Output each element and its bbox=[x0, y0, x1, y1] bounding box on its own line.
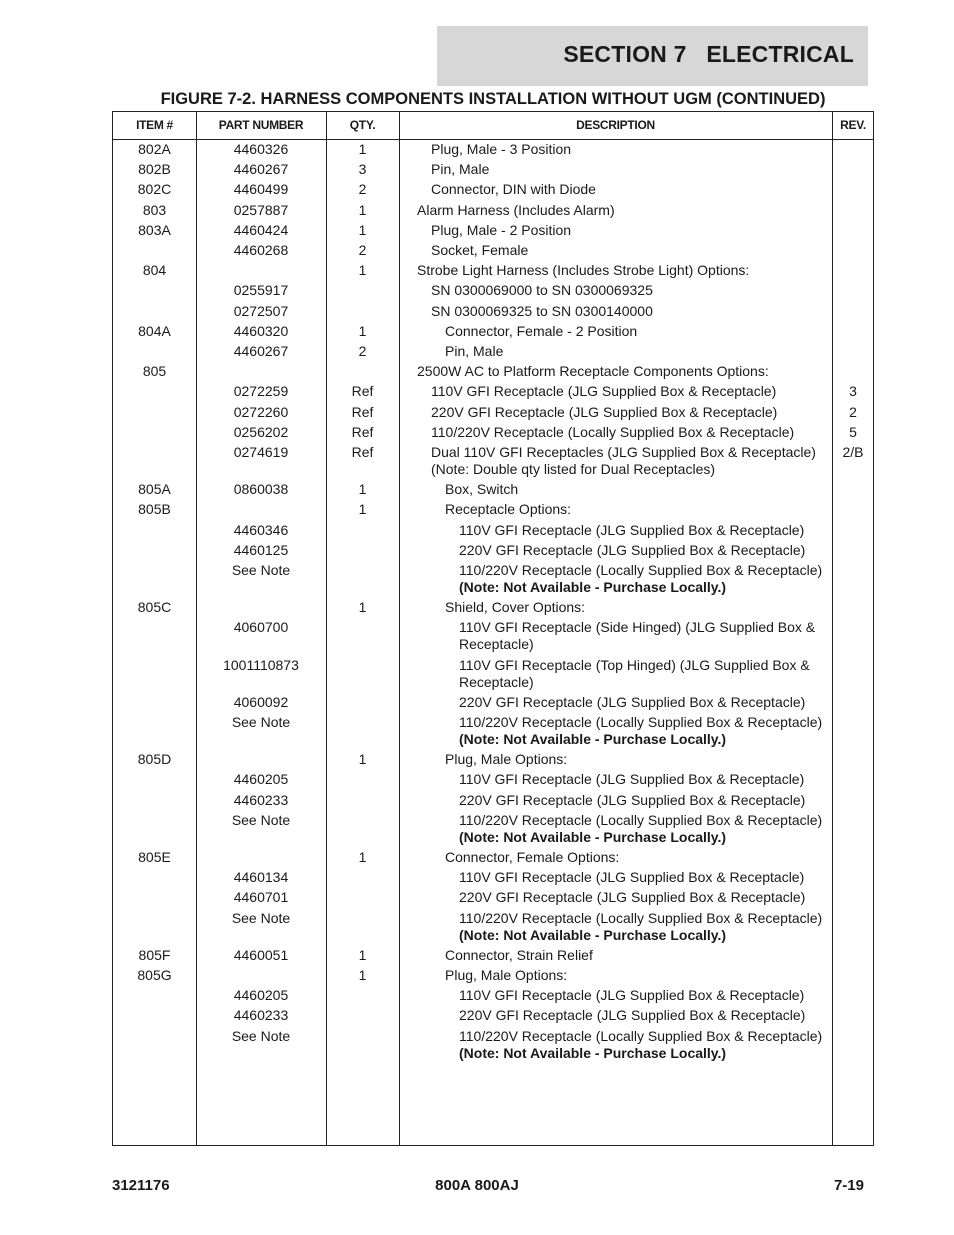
part-number-cell: 4460051 bbox=[233, 946, 289, 963]
rev-cell: 2 bbox=[849, 403, 857, 420]
description-cell bbox=[459, 657, 810, 691]
qty-cell: Ref bbox=[351, 423, 374, 440]
part-number-cell: 4460134 bbox=[233, 869, 289, 886]
description-text: Pin, Male bbox=[431, 161, 490, 178]
qty-cell: 1 bbox=[358, 221, 367, 238]
part-number-cell: 4460499 bbox=[233, 181, 289, 198]
column-header-description: DESCRIPTION bbox=[576, 118, 655, 132]
part-number-cell: 4460233 bbox=[233, 791, 289, 808]
description-text: 110V GFI Receptacle (Top Hinged) (JLG Supplied Box & bbox=[459, 656, 810, 673]
description-text: SN 0300069000 to SN 0300069325 bbox=[431, 282, 653, 299]
description-cell bbox=[431, 181, 596, 198]
description-text: Receptacle Options: bbox=[445, 501, 572, 518]
qty-cell: 2 bbox=[358, 242, 367, 258]
description-text: 110V GFI Receptacle (JLG Supplied Box & Receptacle) bbox=[459, 987, 805, 1004]
part-number-cell: See Note bbox=[231, 811, 291, 828]
section-title: SECTION 7 ELECTRICAL bbox=[563, 41, 854, 67]
description-text: Alarm Harness (Includes Alarm) bbox=[417, 201, 615, 218]
part-number-cell: See Note bbox=[231, 1027, 291, 1044]
part-number-cell: 4460326 bbox=[233, 141, 289, 157]
part-number-cell: 4460701 bbox=[233, 889, 289, 906]
item-number-cell: 802A bbox=[138, 141, 171, 157]
part-number-cell: See Note bbox=[231, 909, 291, 926]
description-text: 110/220V Receptacle (Locally Supplied Box & Receptacle) bbox=[459, 811, 823, 828]
description-text: Connector, Female Options: bbox=[445, 849, 620, 865]
description-text: 220V GFI Receptacle (JLG Supplied Box & Receptacle) bbox=[459, 791, 806, 808]
description-cell bbox=[445, 599, 585, 616]
description-cell bbox=[445, 343, 503, 360]
description-note: (Note: Not Available - Purchase Locally.) bbox=[459, 828, 727, 845]
item-number-cell: 805B bbox=[138, 501, 171, 518]
description-text: 110/220V Receptacle (Locally Supplied Box & Receptacle) bbox=[459, 909, 823, 926]
item-number-cell: 802B bbox=[138, 161, 171, 178]
qty-cell: 1 bbox=[358, 481, 367, 498]
part-number-cell: 4460205 bbox=[233, 987, 289, 1004]
part-number-cell: 1001110873 bbox=[223, 656, 299, 673]
figure-title: FIGURE 7-2. HARNESS COMPONENTS INSTALLATION WITHOUT UGM (CONTINUED) bbox=[160, 90, 826, 108]
description-note: (Note: Not Available - Purchase Locally.) bbox=[459, 1044, 727, 1061]
description-cell bbox=[445, 751, 567, 768]
part-number-cell: 4460267 bbox=[233, 343, 289, 359]
description-cell bbox=[431, 444, 816, 478]
description-text: Connector, Strain Relief bbox=[445, 946, 593, 963]
description-cell bbox=[431, 242, 528, 259]
footer-model: 800A 800AJ bbox=[435, 1177, 519, 1194]
description-cell bbox=[459, 562, 822, 596]
item-number-cell: 805F bbox=[138, 946, 171, 963]
item-number-cell: 805 bbox=[142, 363, 167, 380]
description-text: 110V GFI Receptacle (JLG Supplied Box & Receptacle) bbox=[459, 521, 805, 538]
description-text: 110V GFI Receptacle (JLG Supplied Box & Receptacle) bbox=[459, 771, 805, 788]
description-cell bbox=[431, 222, 571, 239]
description-text: Connector, Female - 2 Position bbox=[445, 322, 638, 339]
column-divider bbox=[832, 112, 833, 1145]
qty-cell: 1 bbox=[358, 141, 367, 157]
part-number-cell: 4060092 bbox=[233, 693, 289, 710]
column-header-rev: REV. bbox=[840, 118, 866, 132]
description-cell bbox=[459, 792, 805, 809]
part-number-cell: 4460346 bbox=[233, 521, 289, 538]
part-number-cell: 4460233 bbox=[233, 1007, 289, 1024]
description-cell bbox=[445, 947, 593, 964]
description-cell bbox=[459, 771, 804, 788]
description-cell bbox=[417, 363, 769, 380]
description-cell bbox=[459, 1028, 822, 1062]
description-cell bbox=[445, 849, 619, 866]
description-text: Plug, Male Options: bbox=[445, 751, 568, 768]
part-number-cell: 4060700 bbox=[233, 619, 289, 636]
part-number-cell: See Note bbox=[231, 714, 291, 730]
part-number-cell: 4460320 bbox=[233, 322, 289, 339]
item-number-cell: 804 bbox=[142, 262, 167, 279]
description-text: 220V GFI Receptacle (JLG Supplied Box & Receptacle) bbox=[431, 403, 778, 420]
description-text: 110/220V Receptacle (Locally Supplied Box & Receptacle) bbox=[431, 423, 795, 440]
part-number-cell: 0257887 bbox=[233, 201, 289, 218]
description-cell bbox=[459, 542, 805, 559]
description-note: (Note: Not Available - Purchase Locally.) bbox=[459, 579, 727, 595]
qty-cell: 2 bbox=[358, 343, 367, 359]
parts-table bbox=[112, 111, 874, 1146]
description-text: Socket, Female bbox=[431, 242, 529, 258]
part-number-cell: 4460268 bbox=[233, 242, 289, 258]
description-text: 110V GFI Receptacle (JLG Supplied Box & Receptacle) bbox=[431, 383, 777, 400]
description-cell bbox=[445, 967, 567, 984]
header-divider bbox=[113, 139, 873, 140]
part-number-cell: 0272507 bbox=[233, 302, 289, 319]
item-number-cell: 804A bbox=[138, 322, 171, 339]
description-cell bbox=[431, 282, 653, 299]
description-cell bbox=[459, 869, 804, 886]
description-text: 110V GFI Receptacle (Side Hinged) (JLG Supplied Box & bbox=[459, 619, 816, 636]
qty-cell: 1 bbox=[358, 262, 367, 279]
item-number-cell: 803 bbox=[142, 201, 167, 218]
part-number-cell: 0272260 bbox=[233, 403, 289, 420]
description-text-continued: Receptacle) bbox=[459, 636, 534, 653]
part-number-cell: See Note bbox=[231, 562, 291, 578]
item-number-cell: 805C bbox=[137, 599, 172, 616]
qty-cell: 3 bbox=[358, 161, 367, 178]
part-number-cell: 4460267 bbox=[233, 161, 289, 178]
description-cell bbox=[431, 383, 776, 400]
qty-cell: Ref bbox=[351, 444, 374, 460]
description-cell bbox=[459, 987, 804, 1004]
description-text: Shield, Cover Options: bbox=[445, 599, 586, 616]
description-text: 110/220V Receptacle (Locally Supplied Box & Receptacle) bbox=[459, 562, 823, 578]
description-cell bbox=[459, 522, 804, 539]
part-number-cell: 4460424 bbox=[233, 221, 289, 238]
description-cell bbox=[431, 161, 489, 178]
description-text: Strobe Light Harness (Includes Strobe Light) Options: bbox=[417, 262, 750, 279]
part-number-cell: 4460125 bbox=[233, 541, 289, 558]
description-cell bbox=[445, 501, 571, 518]
description-text: 110/220V Receptacle (Locally Supplied Box & Receptacle) bbox=[459, 714, 823, 730]
description-text-continued: (Note: Double qty listed for Dual Receptacles) bbox=[431, 461, 716, 477]
part-number-cell: 0272259 bbox=[233, 383, 289, 400]
column-header-part-number: PART NUMBER bbox=[218, 118, 304, 132]
qty-cell: 1 bbox=[358, 322, 367, 339]
description-cell bbox=[417, 202, 615, 219]
item-number-cell: 805E bbox=[138, 849, 171, 865]
part-number-cell: 4460205 bbox=[233, 771, 289, 788]
description-cell bbox=[417, 262, 749, 279]
description-cell bbox=[431, 404, 777, 421]
description-text: 220V GFI Receptacle (JLG Supplied Box & Receptacle) bbox=[459, 693, 806, 710]
part-number-cell: 0256202 bbox=[233, 423, 289, 440]
column-header-qty: QTY. bbox=[349, 118, 376, 132]
rev-cell: 3 bbox=[849, 383, 857, 400]
description-cell bbox=[459, 910, 822, 944]
description-cell bbox=[459, 889, 805, 906]
rev-cell: 2/B bbox=[842, 444, 864, 460]
item-number-cell: 802C bbox=[137, 181, 172, 198]
description-text: Plug, Male - 2 Position bbox=[431, 221, 572, 238]
description-text: 220V GFI Receptacle (JLG Supplied Box & Receptacle) bbox=[459, 889, 806, 906]
description-cell bbox=[431, 303, 653, 320]
part-number-cell: 0255917 bbox=[233, 282, 289, 299]
qty-cell: 1 bbox=[358, 201, 367, 218]
description-text: Plug, Male Options: bbox=[445, 967, 568, 983]
qty-cell: 1 bbox=[358, 967, 367, 983]
description-text: Pin, Male bbox=[445, 343, 504, 359]
qty-cell: 1 bbox=[358, 751, 367, 768]
column-divider bbox=[399, 112, 400, 1145]
description-text: Plug, Male - 3 Position bbox=[431, 141, 572, 157]
description-text: Box, Switch bbox=[445, 481, 519, 498]
qty-cell: 1 bbox=[358, 849, 367, 865]
description-text-continued: Receptacle) bbox=[459, 673, 534, 690]
description-text: 220V GFI Receptacle (JLG Supplied Box & Receptacle) bbox=[459, 541, 806, 558]
description-text: SN 0300069325 to SN 0300140000 bbox=[431, 302, 653, 319]
qty-cell: 2 bbox=[358, 181, 367, 198]
item-number-cell: 805A bbox=[138, 481, 171, 498]
rev-cell: 5 bbox=[849, 423, 857, 440]
item-number-cell: 805G bbox=[137, 967, 172, 983]
description-text: Connector, DIN with Diode bbox=[431, 181, 596, 198]
description-cell bbox=[431, 424, 794, 441]
description-cell bbox=[431, 141, 571, 158]
description-text: 2500W AC to Platform Receptacle Components Options: bbox=[417, 363, 769, 380]
qty-cell: 1 bbox=[358, 946, 367, 963]
description-note: (Note: Not Available - Purchase Locally.) bbox=[459, 926, 727, 943]
description-text: 110/220V Receptacle (Locally Supplied Box & Receptacle) bbox=[459, 1027, 823, 1044]
description-note: (Note: Not Available - Purchase Locally.) bbox=[459, 731, 727, 747]
description-text: Dual 110V GFI Receptacles (JLG Supplied Box & Receptacle) bbox=[431, 444, 816, 460]
column-header-item: ITEM # bbox=[136, 118, 173, 132]
description-cell bbox=[459, 812, 822, 846]
description-text: 110V GFI Receptacle (JLG Supplied Box & Receptacle) bbox=[459, 869, 805, 886]
description-cell bbox=[445, 323, 637, 340]
qty-cell: Ref bbox=[351, 383, 374, 400]
part-number-cell: 0274619 bbox=[233, 444, 289, 460]
qty-cell: 1 bbox=[358, 599, 367, 616]
description-text: 220V GFI Receptacle (JLG Supplied Box & Receptacle) bbox=[459, 1007, 806, 1024]
footer-page-number: 7-19 bbox=[833, 1177, 864, 1194]
qty-cell: 1 bbox=[358, 501, 367, 518]
footer-doc-number: 3121176 bbox=[112, 1177, 170, 1194]
description-cell bbox=[459, 694, 805, 711]
part-number-cell: 0860038 bbox=[233, 481, 289, 498]
description-cell bbox=[459, 619, 815, 653]
description-cell bbox=[459, 1007, 805, 1024]
description-cell bbox=[445, 481, 518, 498]
qty-cell: Ref bbox=[351, 403, 374, 420]
item-number-cell: 805D bbox=[137, 751, 172, 768]
section-header-box bbox=[437, 26, 868, 86]
item-number-cell: 803A bbox=[138, 221, 171, 238]
description-cell bbox=[459, 714, 822, 748]
